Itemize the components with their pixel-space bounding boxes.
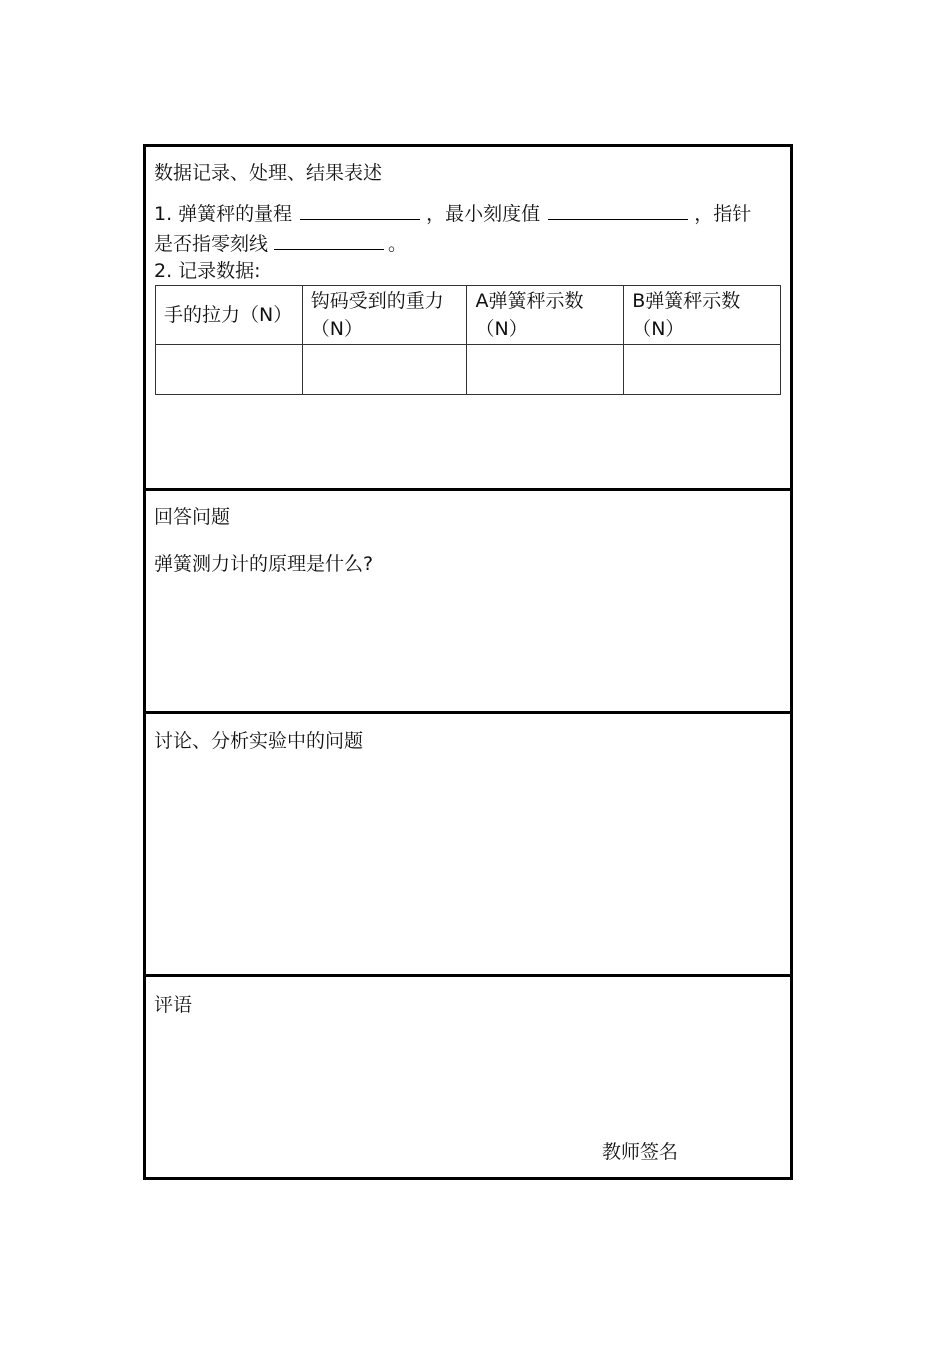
zero-period: 。	[388, 233, 408, 255]
zero-line	[154, 231, 407, 256]
range-blank[interactable]	[300, 201, 420, 220]
header-hand-force: 手的拉力（N）	[156, 286, 303, 345]
data-section-title: 数据记录、处理、结果表述	[154, 162, 383, 184]
teacher-signature-label: 教师签名	[602, 1141, 679, 1163]
comment-section	[146, 977, 790, 1177]
min-scale-blank[interactable]	[548, 201, 688, 220]
discussion-section-title: 讨论、分析实验中的问题	[154, 730, 364, 752]
data-record-section	[146, 147, 790, 491]
discussion-section	[146, 714, 790, 977]
min-scale-label: ，最小刻度值	[426, 203, 541, 225]
cell-scale-a[interactable]	[467, 345, 624, 395]
header-weight: 钩码受到的重力（N）	[302, 286, 467, 345]
range-label: 1. 弹簧秤的量程	[154, 203, 293, 225]
cell-weight[interactable]	[302, 345, 467, 395]
range-line	[154, 201, 780, 226]
table-header-row	[156, 286, 781, 345]
comment-section-title: 评语	[154, 994, 193, 1016]
record-data-label: 2. 记录数据:	[154, 260, 261, 282]
pointer-label: ，指针	[694, 203, 752, 225]
record-table	[155, 285, 781, 395]
question-text: 弹簧测力计的原理是什么?	[154, 553, 374, 575]
cell-hand-force[interactable]	[156, 345, 303, 395]
header-scale-a: A弹簧秤示数（N）	[467, 286, 624, 345]
cell-scale-b[interactable]	[624, 345, 781, 395]
header-scale-b: B弹簧秤示数（N）	[624, 286, 781, 345]
answer-section-title: 回答问题	[154, 506, 231, 528]
zero-blank[interactable]	[274, 231, 384, 250]
answer-section	[146, 491, 790, 714]
lab-report-form	[143, 144, 793, 1180]
zero-label: 是否指零刻线	[154, 233, 269, 255]
table-row	[156, 345, 781, 395]
